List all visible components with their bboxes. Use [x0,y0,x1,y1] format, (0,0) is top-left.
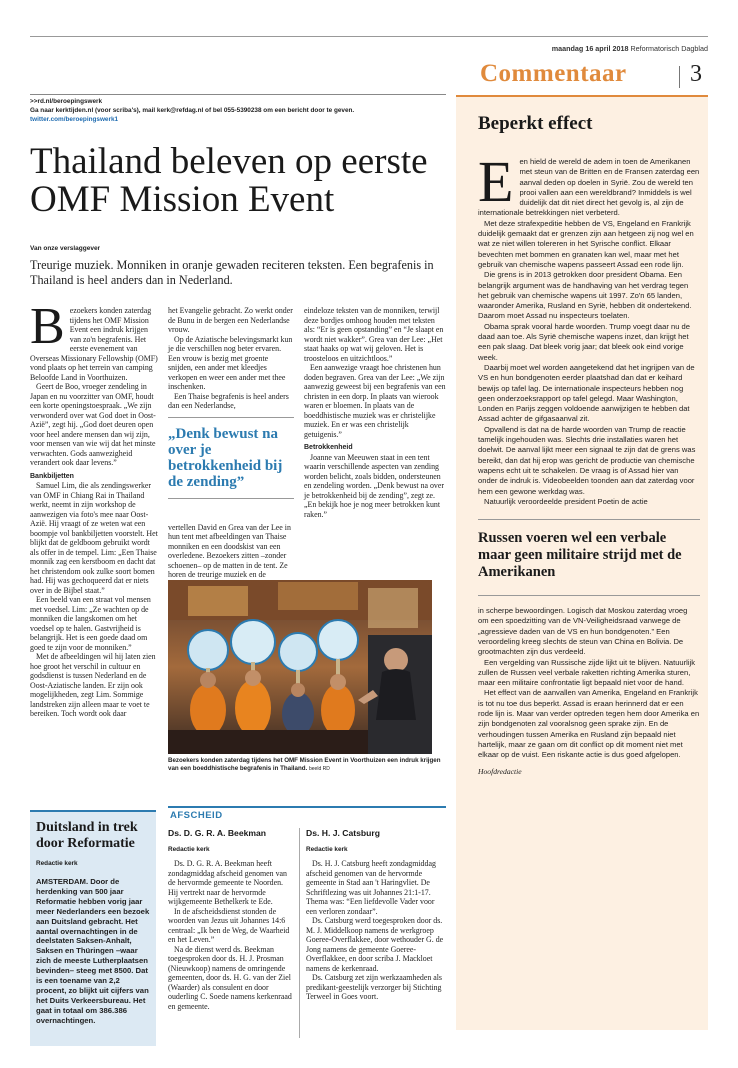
article-subhead: Betrokkenheid [304,444,353,451]
article-paragraph: Samuel Lim, die als zendingswerker van OMF in Chiang Rai in Thailand werkt, neemt in zijn workshop de aanwezigen via foto's mee naar Oost-Azië. Hij vraagt of ze weten wat een boompje vol bankbiljetten voorstelt. Het blijkt dat de geldboom gebruikt wordt als offer in de tempel. Lim: „Een Thaise monnik zag een kerstboom en dacht dat het christendom ook zulke soort bomen had. Hij was gechoqueerd dat er niets over in de Bijbel staat.” [30,481,158,595]
page-number: 3 [690,61,702,87]
commentaar-box [456,95,708,1030]
article-paragraph: Een beeld van een straat vol mensen met voedsel. Lim: „Ze wachten op de monniken die langskomen om het voedsel op te halen. Gastvrijheid is belangrijk. Het is een goede daad om goed te zijn voor de monniken.” [30,595,151,652]
commentaar-paragraph: Het effect van de aanvallen van Amerika, Engeland en Frankrijk is tot nu toe dus beperkt. Assad is eraan herinnerd dat er een rode lijn is. Maar van verder optreden tegen hem door Amerika en zijn bondgenoten zal vooralsnog geen sprake zijn. En de verhoudingen tussen Amerika en Rusland zijn bepaald niet hartelijk, maar ze gaan om dit conflict op dit moment niet met elkaar op de vuist. Een riskante actie is dus goed afgelopen. [478,688,700,760]
article-lead: Treurige muziek. Monniken in oranje gewaden reciteren teksten. Een begrafenis in Thailand is heel anders dan in Nederland. [30,258,434,287]
commentaar-paragraph: Een hield de wereld de adem in toen de Amerikanen met steun van de Britten en de Fransen zaterdag een aanval deden op doelen in Syrië. Zou de wereld ten prooi vallen aan een wereldbrand? Inmiddels is wel duidelijk dat dit niet direct het gevolg is, al zijn de internationale betrekkingen niet verbeterd. [478,149,700,218]
article-paragraph: Een aanwezige vraagt hoe christenen hun doden begraven. Grea van der Lee: „We zijn aanwezig geweest bij een begrafenis van een christen in een dorp. In plaats van wierook waren er bloemen. In plaats van de boeddhistische muziek was er christelijke muziek. En er was een christelijk getuigenis.” [304,363,446,439]
commentaar-paragraph: Een vergelding van Russische zijde lijkt uit te blijven. Natuurlijk zullen de Russen veel verbale raketten richting Amerika sturen, maar een militaire confrontatie ligt bepaald niet voor de hand. [478,657,696,688]
commentaar-content [478,107,700,776]
photo-illustration [168,580,432,754]
afscheid-label: AFSCHEID [170,810,223,821]
info-contact: Ga naar kerktijden.nl (voor scriba's), mail kerk@refdag.nl of bel 055-5390238 om een bericht door te geven. [30,107,355,114]
commentaar-paragraph: in scherpe bewoordingen. Logisch dat Moskou zaterdag vroeg om een spoedzitting van de VN-Veiligheidsraad vanwege de „agressieve daden van de VS en hun bondgenoten.” Een veroordeling kreeg slechts de steun van China en Bolivia. De grootmachten zijn dus verdeeld. [478,606,688,657]
pullquote [168,417,294,499]
article-paragraph: Met de afbeeldingen wil hij laten zien hoe groot het verschil in cultuur en godsdienst is tussen Nederland en de Oost-Aziatische landen. Er zijn ook mogelijkheden, zegt Lim. Sommige landstreken zijn alleen maar te voet te bereiken. Toch wordt ook daar [30,652,156,718]
afscheid-rule [168,806,446,808]
info-bar [30,97,446,124]
dateline [552,44,708,53]
commentaar-rule-top [478,519,700,520]
article-dropcap: B [30,298,65,355]
commentaar-paragraph: Obama sprak vooral harde woorden. Trump voegt daar nu de daad aan toe. Als Syrië chemische wapens inzet, dan krijgt het een pak slaag. Dat bleek vorig jaar; dat bleek ook eind vorige week. [478,321,690,362]
afscheid-byline: Redactie kerk [306,846,348,853]
afscheid-divider [299,828,300,1038]
commentaar-paragraph: Die grens is in 2013 getrokken door president Obama. Een belangrijk argument was de handhaving van het verdrag tegen het gebruik van chemische wapens uit 1997. Zo'n 65 landen, waaronder Amerika, Rusland en Syrië, hebben dit ondertekend. Daarom moet Assad nu inspecteurs toelaten. [478,270,692,321]
info-link-rd[interactable]: >>rd.nl/beroepingswerk [30,98,103,105]
commentaar-paragraph: Met deze strafexpeditie hebben de VS, Engeland en Frankrijk duidelijk gemaakt dat er grenzen zijn aan hetgeen zij nog wel en wat ze niet willen tolereren in het Syrische conflict. Elkaar bevechten met bommen en granaten kan wel, maar met het gebruik van chemische wapens passeert Assad een rode lijn. [478,218,694,269]
top-rule [30,36,708,37]
commentaar-body-continued [478,606,700,760]
section-title: Commentaar [480,60,627,87]
photo-credit: beeld RD [308,766,330,773]
article-column-3 [304,306,446,519]
pullquote-text: „Denk bewust na over je betrokkenheid bij de zending” [168,426,283,490]
afscheid-body: Ds. D. G. R. A. Beekman heeft zondagmiddag afscheid genomen van de hervormde gemeente te Noorden. Hij vertrekt naar de hervormde wijkgemeente Bethelkerk te Ede. In de afscheidsdienst stonden de woorden van Jezus uit Johannes 14:6 centraal: „Ik ben de Weg, de Waarheid en het Leven.” Na de dienst werd ds. Beekman toegesproken door ds. H. J. Prosman (Nieuwkoop) namens de omringende gemeenten, door ds. H. G. van der Ziel (Waarder) als consulent en door ouderling C. Soede namens kerkenraad en gemeente. [168,859,292,1011]
commentaar-signature: Hoofdredactie [478,766,522,776]
article-paragraph: het Evangelie gebracht. Zo werkt onder de Bunu in de bergen een Nederlandse vrouw. [168,306,293,334]
commentaar-title: Beperkt effect [478,113,593,134]
article-photo [168,580,432,754]
duitsland-box [30,810,156,1046]
article-paragraph: Joanne van Meeuwen staat in een tent waarin verschillende aspecten van zending worden belicht, zoals bidden, ondersteunen en zendeling worden. „Denk bewust na over je betrokkenheid bij de zending”, zegt ze. „En bekijk hoe je nog meer betrokken kunt raken.” [304,452,445,519]
article-paragraph: vertellen David en Grea van der Lee in hun tent met afbeeldingen van Thaise monniken en een doodskist van een overledene. Bezoekers zitten –zonder schoenen– op de matten in de tent. Ze horen de treurige muziek en de [168,522,291,579]
afscheid-item-beekman [168,828,294,1011]
duitsland-body: AMSTERDAM. Door de herdenking van 500 jaar Reformatie hebben vorig jaar meer Nederlanders een bezoek aan Duitsland gebracht. Het aantal overnachtingen in de deelstaten Saksen-Anhalt, Saksen en Thüringen –waar zich de meeste Lutherplaatsen bevinden– steeg met 8500. Dat is een toename van 2,2 procent, zo blijkt uit cijfers van het Duits Verkeersbureau. Het gaat in totaal om 386.386 overnachtingen. [36,877,150,1025]
afscheid-body: Ds. H. J. Catsburg heeft zondagmiddag afscheid genomen van de hervormde gemeente in Stad aan 't Haringvliet. De Schriftlezing was uit Johannes 21:1-17. Thema was: “Een liefdevolle Vader voor een verloren zondaar”. Ds. Catsburg werd toegesproken door ds. M. J. Middelkoop namens de werkgroep Goeree-Overflakkee, door wethouder G. de Jong namens de gemeente Goeree-Overflakkee, en door scriba J. Mackloet namens de kerkenraad. Ds. Catsburg zet zijn werkzaamheden als predikant-geestelijk verzorger bij Stichting Terweel in Goes voort. [306,859,444,1001]
article-paragraph: Geert de Boo, vroeger zendeling in Japan en nu voorzitter van OMF, houdt een korte openingstoespraak. „We zijn verwonderd over wat God doet in Oost-Azië”, zegt hij. „God doet deuren open voor heel andere mensen dan wij zijn, voor mensen van wie wij dat het minste verwachten. Gods aanwezigheid verandert ook daar levens.” [30,382,156,467]
commentaar-paragraph: Opvallend is dat na de harde woorden van Trump de reactie tamelijk ingehouden was. Slechts drie installaties waren het doelwit. De aanval lijkt meer een signaal te zijn dat de grens was bereikt, dan dat hij erop was gericht de productie van chemische wapens echt uit te schakelen. De vraag is of Assad hier van onder de indruk is. Videobeelden toonden aan dat zaterdag voor hem een gewone werkdag was. [478,424,696,496]
article-paragraph: eindeloze teksten van de monniken, terwijl deze bordjes omhoog houden met teksten als: “Er is geen opstanding” en “Je slaapt en wordt niet wakker”. Grea van der Lee: „Het staat haaks op wat wij geloven. Het is troosteloos en uitzichtloos.” [304,306,444,363]
duitsland-byline: Redactie kerk [36,860,78,867]
paper-name: Reformatorisch Dagblad [630,44,708,53]
article-column-1 [30,298,158,719]
article-byline: Van onze verslaggever [30,245,101,252]
commentaar-paragraph: Daarbij moet wel worden aangetekend dat het ingrijpen van de VS en hun bondgenoten eerder plaatshad dan dat er keihard bewijs op tafel lag. De internationale inspecteurs hebben nog geen onderzoeksrapport op tafel gelegd. Maar Washington, Londen en Parijs zeggen voldoende aanwijzigen te hebben dat Assad achter de gifgasaanval zit. [478,362,695,424]
issue-date: maandag 16 april 2018 [551,44,629,53]
photo-caption: Bezoekers konden zaterdag tijdens het OMF Mission Event in Voorthuizen een indruk krijgen van een boeddhistische begrafenis in Thailand. beeld RD [168,757,441,773]
commentaar-paragraph: Natuurlijk veroordeelde president Poetin de actie [484,496,648,506]
article-paragraph: Bezoekers konden zaterdag tijdens het OMF Mission Event een indruk krijgen van zo'n begrafenis. Het eerste evenement van Overseas Missionary Fellowship (OMF) vond plaats op het terrein van camping Beloofde Land in Voorthuizen. [30,298,158,382]
commentaar-body [478,149,700,507]
article-paragraph: Op de Aziatische belevingsmarkt kun je die verschillen nog beter ervaren. Een vrouw is bezig met groente snijden, een ander met kleedjes verkopen en weer een ander met thee inschenken. [168,334,293,391]
afscheid-name: Ds. D. G. R. A. Beekman [168,828,267,838]
section-header [478,60,708,94]
article-headline: Thailand beleven op eerste OMF Mission Event [30,141,428,220]
afscheid-byline: Redactie kerk [168,846,210,853]
info-bar-rule [30,94,446,95]
info-link-twitter[interactable]: twitter.com/beroepingswerk1 [30,116,119,123]
article-paragraph: Een Thaise begrafenis is heel anders dan een Nederlandse, [168,391,289,410]
article-subhead: Bankbiljetten [30,472,74,480]
commentaar-rule-bottom [478,595,700,596]
commentaar-subhead: Russen voeren wel een verbale maar geen militaire strijd met de Amerikanen [478,530,682,581]
afscheid-name: Ds. H. J. Catsburg [306,828,381,838]
duitsland-title: Duitsland in trek door Reformatie [36,820,138,851]
afscheid-item-catsburg [306,828,446,1002]
section-divider [679,66,680,88]
commentaar-dropcap: E [478,149,514,214]
